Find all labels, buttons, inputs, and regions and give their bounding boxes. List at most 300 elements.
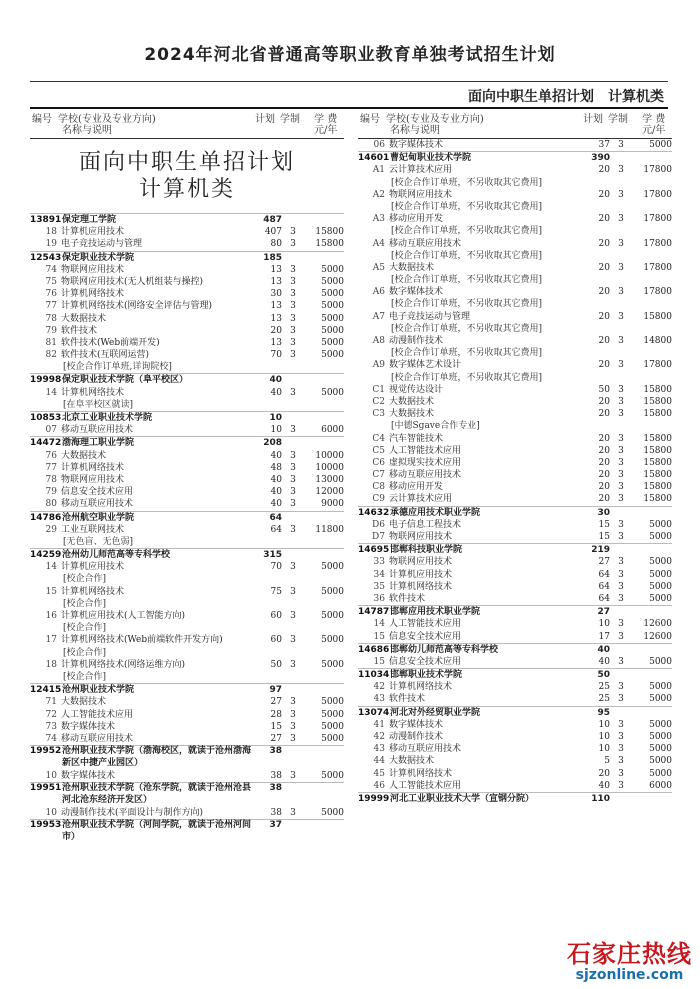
major-row bbox=[358, 408, 672, 420]
fee: 15800 bbox=[643, 384, 672, 395]
name: [中德Sgave合作专业] bbox=[391, 421, 480, 432]
duration: 3 bbox=[290, 276, 296, 287]
major-row bbox=[30, 770, 344, 782]
major-row bbox=[358, 433, 672, 445]
name: 云计算技术应用 bbox=[389, 494, 453, 505]
fee: 6000 bbox=[321, 425, 344, 436]
plan: 40 bbox=[269, 375, 282, 386]
duration: 3 bbox=[290, 808, 296, 819]
duration: 3 bbox=[618, 744, 624, 755]
name: 数字媒体艺术设计 bbox=[389, 360, 462, 371]
name: 计算机网络技术 bbox=[61, 387, 125, 398]
name: 电子信息工程技术 bbox=[389, 519, 462, 530]
fee: 5000 bbox=[321, 313, 344, 324]
major-row bbox=[30, 325, 344, 337]
col-name: 学校(专业及专业方向) 名称与说明 bbox=[386, 114, 484, 136]
major-row bbox=[358, 139, 672, 151]
code: A8 bbox=[372, 336, 385, 346]
big-title-line1: 面向中职生单招计划 bbox=[78, 150, 295, 175]
fee: 5000 bbox=[321, 289, 344, 300]
code: 77 bbox=[45, 462, 57, 473]
code: 14786 bbox=[30, 512, 62, 523]
name: 计算机网络技术 bbox=[389, 682, 453, 693]
code: C4 bbox=[372, 433, 385, 444]
plan: 20 bbox=[598, 457, 610, 468]
col-no: 编号 bbox=[360, 114, 380, 125]
fee: 15800 bbox=[643, 409, 672, 420]
col-no: 编号 bbox=[32, 114, 52, 125]
code: 07 bbox=[45, 425, 57, 436]
code: 19998 bbox=[30, 375, 62, 386]
name: 视觉传达设计 bbox=[389, 384, 444, 395]
fee: 5000 bbox=[321, 325, 344, 336]
major-row bbox=[358, 164, 672, 176]
plan: 15 bbox=[270, 721, 282, 732]
name: 物联网应用技术 bbox=[389, 557, 453, 568]
note-row bbox=[30, 671, 344, 683]
code: 80 bbox=[45, 499, 57, 510]
fee: 5000 bbox=[321, 733, 344, 744]
duration: 3 bbox=[618, 457, 624, 468]
school-row bbox=[358, 706, 672, 719]
section-header: 面向中职生单招计划 计算机类 bbox=[468, 89, 664, 105]
name: 物联网应用技术 bbox=[389, 189, 453, 200]
plan: 48 bbox=[270, 462, 282, 473]
code: 15 bbox=[45, 586, 57, 597]
code: 18 bbox=[45, 659, 57, 670]
name: 北京工业职业技术学院 bbox=[62, 413, 153, 423]
major-row bbox=[30, 337, 344, 349]
code: C3 bbox=[372, 409, 385, 420]
duration: 3 bbox=[618, 396, 624, 407]
duration: 3 bbox=[290, 487, 296, 498]
fee: 15800 bbox=[643, 396, 672, 407]
major-row bbox=[30, 264, 344, 276]
plan: 407 bbox=[264, 227, 282, 238]
code: 76 bbox=[45, 289, 57, 300]
major-row bbox=[358, 493, 672, 505]
plan: 20 bbox=[598, 165, 610, 176]
name: 信息安全技术应用 bbox=[389, 656, 462, 667]
duration: 3 bbox=[618, 719, 624, 730]
top-rule bbox=[30, 81, 668, 82]
major-row bbox=[30, 659, 344, 671]
plan: 37 bbox=[598, 140, 610, 150]
major-row bbox=[358, 189, 672, 201]
name: 信息安全技术应用 bbox=[389, 631, 462, 642]
name: 沧州幼儿师范高等专科学校 bbox=[62, 550, 171, 561]
name: [校企合作] bbox=[63, 647, 107, 658]
name: 河北对外经贸职业学院 bbox=[390, 707, 481, 718]
col-xz: 学制 bbox=[280, 114, 300, 125]
code: C6 bbox=[372, 457, 385, 468]
name: 保定职业技术学院（阜平校区） bbox=[62, 375, 189, 386]
fee: 5000 bbox=[649, 744, 672, 755]
code: 75 bbox=[45, 276, 57, 287]
name: 渤海理工职业学院 bbox=[62, 438, 135, 449]
major-row bbox=[358, 359, 672, 371]
name: 邯郸职业技术学院 bbox=[390, 670, 463, 681]
major-row bbox=[358, 311, 672, 323]
name: 移动互联应用技术 bbox=[389, 238, 462, 249]
big-title bbox=[30, 139, 344, 213]
plan: 70 bbox=[270, 350, 282, 361]
plan: 13 bbox=[270, 301, 282, 312]
duration: 3 bbox=[618, 519, 624, 530]
major-row bbox=[358, 681, 672, 693]
code: A5 bbox=[372, 262, 385, 273]
column-header bbox=[30, 112, 344, 139]
name: [校企合作订单班，不另收取其它费用] bbox=[391, 372, 543, 383]
code: 36 bbox=[373, 593, 385, 604]
major-row bbox=[30, 349, 344, 361]
duration: 3 bbox=[290, 771, 296, 782]
plan: 38 bbox=[269, 746, 282, 757]
name: 云计算技术应用 bbox=[389, 165, 453, 176]
duration: 3 bbox=[618, 532, 624, 542]
duration: 3 bbox=[290, 387, 296, 398]
duration: 3 bbox=[290, 721, 296, 732]
note-row bbox=[358, 225, 672, 237]
name: 移动互联应用技术 bbox=[61, 499, 134, 510]
note-row bbox=[358, 298, 672, 310]
col-fee: 学 费 元/年 bbox=[642, 114, 666, 136]
fee: 5000 bbox=[321, 350, 344, 361]
code: 14472 bbox=[30, 438, 62, 449]
name: 软件技术 bbox=[61, 325, 98, 336]
duration: 3 bbox=[618, 756, 624, 767]
school-row bbox=[30, 213, 344, 226]
code: 10 bbox=[45, 771, 57, 782]
code: 19999 bbox=[358, 793, 390, 804]
plan: 38 bbox=[270, 808, 282, 819]
plan: 30 bbox=[270, 289, 282, 300]
plan: 75 bbox=[270, 586, 282, 597]
fee: 15800 bbox=[643, 445, 672, 456]
code: 19951 bbox=[30, 783, 62, 794]
duration: 3 bbox=[618, 569, 624, 580]
plan: 25 bbox=[598, 682, 610, 693]
code: 81 bbox=[45, 337, 57, 348]
duration: 3 bbox=[618, 433, 624, 444]
school-row bbox=[30, 782, 344, 807]
duration: 3 bbox=[290, 524, 296, 535]
major-row bbox=[30, 300, 344, 312]
fee: 5000 bbox=[649, 694, 672, 705]
name: 计算机网络技术(网络安全评估与管理) bbox=[61, 301, 213, 312]
major-row bbox=[30, 424, 344, 436]
school-row bbox=[358, 506, 672, 519]
name: 承德应用技术职业学院 bbox=[390, 507, 481, 518]
name: 虚拟现实技术应用 bbox=[389, 457, 462, 468]
name: 计算机网络技术 bbox=[389, 768, 453, 779]
name: 物联网应用技术 bbox=[389, 532, 453, 542]
code: 14601 bbox=[358, 153, 390, 164]
fee: 14800 bbox=[643, 336, 672, 346]
major-row bbox=[358, 631, 672, 643]
duration: 3 bbox=[618, 189, 624, 200]
school-row bbox=[30, 548, 344, 561]
code: 14 bbox=[45, 387, 57, 398]
plan: 13 bbox=[270, 313, 282, 324]
duration: 3 bbox=[618, 409, 624, 420]
major-row bbox=[30, 610, 344, 622]
duration: 3 bbox=[290, 733, 296, 744]
school-row bbox=[358, 792, 672, 805]
fee: 17800 bbox=[643, 238, 672, 249]
name: 数字媒体技术 bbox=[389, 719, 444, 730]
code: 06 bbox=[373, 140, 385, 150]
plan: 64 bbox=[270, 524, 282, 535]
major-row bbox=[30, 634, 344, 646]
major-row bbox=[358, 731, 672, 743]
major-row bbox=[30, 586, 344, 598]
plan: 10 bbox=[598, 719, 610, 730]
plan: 20 bbox=[598, 360, 610, 371]
column-header bbox=[358, 112, 672, 139]
name: [校企合作] bbox=[63, 623, 107, 634]
plan: 20 bbox=[598, 445, 610, 456]
plan: 70 bbox=[270, 562, 282, 573]
code: 34 bbox=[373, 569, 385, 580]
duration: 3 bbox=[290, 562, 296, 573]
name: 物联网应用技术 bbox=[61, 264, 125, 275]
code: C5 bbox=[372, 445, 385, 456]
name: 大数据技术 bbox=[389, 756, 435, 767]
name: [校企合作订单班，不另收取其它费用] bbox=[391, 323, 543, 334]
duration: 3 bbox=[290, 313, 296, 324]
plan: 20 bbox=[598, 189, 610, 200]
plan: 40 bbox=[270, 450, 282, 461]
code: C2 bbox=[372, 396, 385, 407]
plan: 38 bbox=[270, 771, 282, 782]
plan: 20 bbox=[598, 262, 610, 273]
code: 19 bbox=[45, 239, 57, 250]
fee: 17800 bbox=[643, 262, 672, 273]
major-row bbox=[358, 457, 672, 469]
fee: 5000 bbox=[321, 721, 344, 732]
code: A9 bbox=[372, 360, 385, 371]
major-row bbox=[358, 693, 672, 705]
duration: 3 bbox=[618, 780, 624, 791]
name: 计算机网络技术 bbox=[389, 581, 453, 592]
name: 沧州航空职业学院 bbox=[62, 512, 135, 523]
fee: 5000 bbox=[321, 808, 344, 819]
name: 动漫制作技术(平面设计与制作方向) bbox=[61, 808, 204, 819]
major-row bbox=[358, 743, 672, 755]
name: 邯郸应用技术职业学院 bbox=[390, 607, 481, 618]
fee: 15800 bbox=[643, 433, 672, 444]
major-row bbox=[30, 721, 344, 733]
plan: 37 bbox=[269, 820, 282, 831]
major-row bbox=[358, 780, 672, 792]
name: 计算机应用技术 bbox=[389, 569, 453, 580]
name: 数字媒体技术 bbox=[389, 140, 444, 150]
major-row bbox=[30, 313, 344, 325]
fee: 5000 bbox=[649, 756, 672, 767]
site-logo bbox=[567, 934, 692, 983]
big-title-line2: 计算机类 bbox=[138, 177, 235, 202]
name: 动漫制作技术 bbox=[389, 336, 444, 346]
code: 78 bbox=[45, 313, 57, 324]
code: 33 bbox=[373, 557, 385, 568]
note-row bbox=[30, 536, 344, 548]
name: 沧州职业技术学院（渤海校区，就读于沧州渤海新区中捷产业园区） bbox=[62, 746, 252, 768]
plan: 20 bbox=[598, 768, 610, 779]
plan: 10 bbox=[598, 744, 610, 755]
major-row bbox=[358, 656, 672, 668]
plan: 30 bbox=[597, 507, 610, 518]
duration: 3 bbox=[618, 360, 624, 371]
right-column bbox=[358, 112, 672, 805]
fee: 5000 bbox=[649, 682, 672, 693]
major-row bbox=[30, 450, 344, 462]
logo-text: 石家庄热线 bbox=[567, 940, 692, 968]
duration: 3 bbox=[618, 694, 624, 705]
code: A4 bbox=[372, 238, 385, 249]
fee: 15800 bbox=[643, 494, 672, 505]
note-row bbox=[358, 372, 672, 384]
name: [校企合作订单班，不另收取其它费用] bbox=[391, 201, 543, 212]
name: 保定职业技术学院 bbox=[62, 252, 135, 263]
fee: 10000 bbox=[315, 462, 344, 473]
school-row bbox=[30, 745, 344, 770]
name: 移动互联应用技术 bbox=[389, 744, 462, 755]
name: [校企合作订单班，不另收取其它费用] bbox=[391, 177, 543, 188]
major-row bbox=[30, 524, 344, 536]
code: 71 bbox=[45, 697, 57, 708]
code: A3 bbox=[372, 214, 385, 225]
fee: 5000 bbox=[649, 569, 672, 580]
major-row bbox=[30, 561, 344, 573]
fee: 17800 bbox=[643, 189, 672, 200]
col-fee: 学 费 元/年 bbox=[314, 114, 338, 136]
duration: 3 bbox=[290, 474, 296, 485]
note-row bbox=[358, 323, 672, 335]
fee: 5000 bbox=[649, 732, 672, 742]
fee: 12600 bbox=[643, 619, 672, 630]
plan: 219 bbox=[591, 545, 610, 556]
major-row bbox=[30, 276, 344, 288]
code: 15 bbox=[373, 656, 385, 667]
school-row bbox=[30, 683, 344, 696]
name: 计算机网络技术 bbox=[61, 289, 125, 300]
duration: 3 bbox=[618, 287, 624, 298]
plan: 20 bbox=[598, 494, 610, 505]
code: 43 bbox=[373, 694, 385, 705]
plan: 40 bbox=[598, 780, 610, 791]
plan: 80 bbox=[270, 239, 282, 250]
major-row bbox=[358, 445, 672, 457]
plan: 25 bbox=[598, 694, 610, 705]
major-row bbox=[30, 288, 344, 300]
name: 计算机网络技术 bbox=[61, 462, 125, 473]
plan: 27 bbox=[270, 697, 282, 708]
fee: 13000 bbox=[315, 474, 344, 485]
plan: 20 bbox=[598, 238, 610, 249]
code: 43 bbox=[373, 744, 385, 755]
duration: 3 bbox=[290, 635, 296, 646]
code: A6 bbox=[372, 287, 385, 298]
fee: 5000 bbox=[321, 709, 344, 720]
plan: 15 bbox=[598, 519, 610, 530]
major-row bbox=[358, 213, 672, 225]
name: 移动应用开发 bbox=[389, 482, 444, 493]
fee: 17800 bbox=[643, 165, 672, 176]
major-row bbox=[30, 238, 344, 250]
fee: 15800 bbox=[643, 482, 672, 493]
plan: 40 bbox=[597, 644, 610, 655]
code: A1 bbox=[372, 165, 385, 176]
plan: 10 bbox=[598, 732, 610, 742]
col-plan: 计划 bbox=[583, 114, 603, 125]
name: 软件技术 bbox=[389, 593, 426, 604]
duration: 3 bbox=[290, 337, 296, 348]
fee: 17800 bbox=[643, 287, 672, 298]
code: 14259 bbox=[30, 550, 62, 561]
duration: 3 bbox=[618, 593, 624, 604]
name: [校企合作订单班，不另收取其它费用] bbox=[391, 275, 543, 286]
school-row bbox=[30, 373, 344, 386]
plan: 208 bbox=[263, 438, 282, 449]
col-plan: 计划 bbox=[255, 114, 275, 125]
plan: 390 bbox=[591, 153, 610, 164]
plan: 10 bbox=[269, 413, 282, 423]
duration: 3 bbox=[290, 264, 296, 275]
code: 14 bbox=[373, 619, 385, 630]
code: 72 bbox=[45, 709, 57, 720]
major-row bbox=[30, 486, 344, 498]
name: 电子竞技运动与管理 bbox=[61, 239, 143, 250]
major-row bbox=[358, 396, 672, 408]
name: [在阜平校区就读] bbox=[63, 399, 134, 410]
major-row bbox=[358, 262, 672, 274]
fee: 5000 bbox=[321, 276, 344, 287]
note-row bbox=[30, 399, 344, 411]
note-row bbox=[30, 361, 344, 373]
duration: 3 bbox=[618, 581, 624, 592]
code: 45 bbox=[373, 768, 385, 779]
name: 大数据技术 bbox=[389, 396, 435, 407]
code: 17 bbox=[45, 635, 57, 646]
plan: 185 bbox=[263, 252, 282, 263]
code: 77 bbox=[45, 301, 57, 312]
plan: 10 bbox=[598, 619, 610, 630]
name: 移动互联应用技术 bbox=[61, 733, 134, 744]
plan: 13 bbox=[270, 276, 282, 287]
plan: 20 bbox=[598, 409, 610, 420]
name: [校企合作订单班，不另收取其它费用] bbox=[391, 299, 543, 310]
school-row bbox=[30, 511, 344, 524]
name: 数字媒体技术 bbox=[389, 287, 444, 298]
name: [校企合作] bbox=[63, 574, 107, 585]
plan: 27 bbox=[270, 733, 282, 744]
fee: 5000 bbox=[649, 140, 672, 150]
code: 12415 bbox=[30, 685, 62, 696]
fee: 5000 bbox=[649, 519, 672, 530]
duration: 3 bbox=[618, 262, 624, 273]
fee: 5000 bbox=[649, 581, 672, 592]
code: 14695 bbox=[358, 545, 390, 556]
name: 软件技术(互联网运营) bbox=[61, 350, 150, 361]
plan: 97 bbox=[269, 685, 282, 696]
name: [校企合作] bbox=[63, 671, 107, 682]
code: 74 bbox=[45, 264, 57, 275]
duration: 3 bbox=[618, 631, 624, 642]
major-row bbox=[358, 581, 672, 593]
plan: 13 bbox=[270, 264, 282, 275]
fee: 5000 bbox=[649, 719, 672, 730]
